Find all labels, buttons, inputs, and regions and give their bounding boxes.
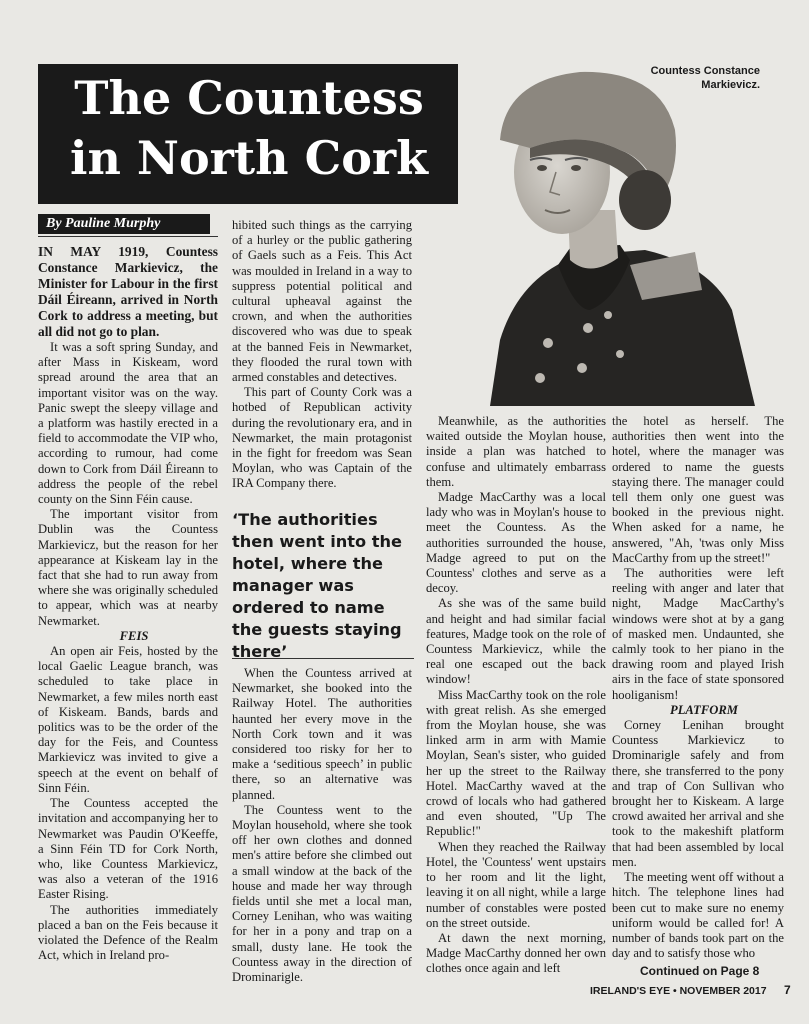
paragraph: An open air Feis, hosted by the local Gaelic League branch, was scheduled to take place in Newmarket, a few miles north east of Kiskeam. Bands, bards and politics was to be the order of the day for the Feis, and Countess Markievicz was invited to give a speech at the event on behalf of Sinn Féin. bbox=[38, 644, 218, 795]
headline-box bbox=[38, 64, 458, 204]
paragraph: It was a soft spring Sunday, and after Mass in Kiskeam, word spread around the area that an important visitor was on the way. Panic swept the sleepy village and a platform was hastily erected in a field to accommodate the VIP who, according to rumour, had come down to Cork from Dáil Éireann to address the people of the rebel county on the Sinn Féin cause. bbox=[38, 340, 218, 507]
continued-note: Continued on Page 8 bbox=[640, 964, 760, 978]
paragraph: At dawn the next morning, Madge MacCarthy donned her own clothes once again and left bbox=[426, 930, 606, 976]
pull-quote: ‘The authorities then went into the hotel, where the manager was ordered to name the guests staying there’ bbox=[232, 510, 403, 661]
subheading-feis: FEIS bbox=[119, 628, 149, 643]
paragraph: As she was of the same build and height and had similar facial features, Madge took on the role of Countess Markievicz, while the real one escaped out the back window! bbox=[426, 596, 606, 687]
photo-caption-line-1: Countess Constance bbox=[650, 65, 760, 77]
magazine-footer: IRELAND'S EYE • NOVEMBER 2017 bbox=[590, 985, 767, 997]
photo-caption bbox=[600, 64, 760, 92]
paragraph: When they reached the Railway Hotel, the 'Countess' went upstairs to her room and lit the light, leaving it on all night, while a large number of constables were posted on the street outside. bbox=[426, 839, 606, 930]
byline: By Pauline Murphy bbox=[38, 214, 210, 234]
byline-rule bbox=[38, 236, 218, 237]
paragraph: the hotel as herself. The authorities then went into the hotel, where the manager was ordered to name the guests staying there. The manager could tell them only one guest was booked in the previous night. When asked for a name, he answered, "Ah, 'twas only Miss MacCarthy from up the street!" bbox=[612, 414, 784, 565]
paragraph: The Countess accepted the invitation and accompanying her to Newmarket was Paudin O'Keeffe, a Sinn Féin TD for Cork North, who, like Countess Markievicz, was also a veteran of the 1916 Easter Rising. bbox=[38, 796, 218, 902]
paragraph: Madge MacCarthy was a local lady who was in Moylan's house to meet the Countess. As the authorities surrounded the house, Madge agreed to put on the Countess' clothes and serve as a decoy. bbox=[426, 490, 606, 596]
paragraph: The Countess went to the Moylan household, where she took off her own clothes and donned men's attire before she climbed out a small window at the back of the house and made her way through fields until she met a local man, Corney Lenihan, who was waiting for her in a pony and trap on a small, dusty lane. He took the Countess away in the direction of Drominarigle. bbox=[232, 802, 412, 985]
subheading-platform: PLATFORM bbox=[670, 702, 738, 717]
lead-paragraph: IN MAY 1919, Countess Constance Markievicz, the Minister for Labour in the first Dáil Éireann, arrived in North Cork to address a meeting, but all did not go to plan. bbox=[38, 244, 218, 339]
article-column-2-bottom bbox=[232, 666, 412, 985]
paragraph: hibited such things as the carrying of a hurley or the public gathering of Gaels such as a Feis. This Act was moulded in Ireland in a way to suppress potential political and cultural upheaval against the crown, and when the authorities discovered who was due to speak at the banned Feis in Newmarket, they flooded the rural town with armed constables and detectives. bbox=[232, 218, 412, 385]
portrait-photo bbox=[470, 60, 760, 406]
headline-line-1: The Countess bbox=[74, 71, 424, 125]
pull-quote-rule bbox=[232, 658, 414, 659]
article-column-2-top bbox=[232, 218, 412, 492]
paragraph: The important visitor from Dublin was the Countess Markievicz, but the reason for her appearance at Kiskeam lay in the fact that she had to run away from where she was originally scheduled to appear, which was at nearby Newmarket. bbox=[38, 507, 218, 628]
paragraph: The authorities were left reeling with anger and later that night, Madge MacCarthy's windows were shot at by a gang of masked men. Undaunted, she calmly took to her piano in the drawing room and played Irish airs in the face of state sponsored hooliganism! bbox=[612, 566, 784, 702]
photo-caption-line-2: Markievicz. bbox=[701, 79, 760, 91]
paragraph: When the Countess arrived at Newmarket, she booked into the Railway Hotel. The authorities haunted her every move in the North Cork town and it was considered too risky for her to make a ‘seditious speech’ in public there, so an alternative was planned. bbox=[232, 666, 412, 802]
paragraph: This part of County Cork was a hotbed of Republican activity during the revolutionary era, and in Newmarket, the main protagonist in the fight for freedom was Sean Moylan, who was Captain of the IRA Company there. bbox=[232, 385, 412, 491]
page-number: 7 bbox=[784, 983, 791, 997]
article-column-3 bbox=[426, 414, 606, 977]
paragraph: The meeting went off without a hitch. The telephone lines had been cut to make sure no enemy uniform would be called for! A number of bands took part on the day and to satisfy those who bbox=[612, 870, 784, 961]
paragraph: Miss MacCarthy took on the role with great relish. As she emerged from the Moylan house, she was linked arm in arm with Mamie Moylan, Sean's sister, who guided her up the street to the Railway Hotel. MacCarthy waved at the crowd of locals who had gathered and even shouted, "Up The Republic!" bbox=[426, 687, 606, 839]
article-column-4 bbox=[612, 414, 784, 961]
paragraph: Corney Lenihan brought Countess Markievicz to Drominarigle safely and from there, she transferred to the pony and trap of Con Sullivan who brought her to Kiskeam. A large crowd awaited her arrival and she took to the makeshift platform that had been assembled by local men. bbox=[612, 718, 784, 869]
headline-line-2: in North Cork bbox=[69, 131, 428, 185]
paragraph: Meanwhile, as the authorities waited outside the Moylan house, inside a plan was hatched to confuse and ultimately embarrass them. bbox=[426, 414, 606, 489]
paragraph: The authorities immediately placed a ban on the Feis because it violated the Defence of the Realm Act, which in Ireland pro- bbox=[38, 902, 218, 963]
article-column-1 bbox=[38, 244, 218, 963]
